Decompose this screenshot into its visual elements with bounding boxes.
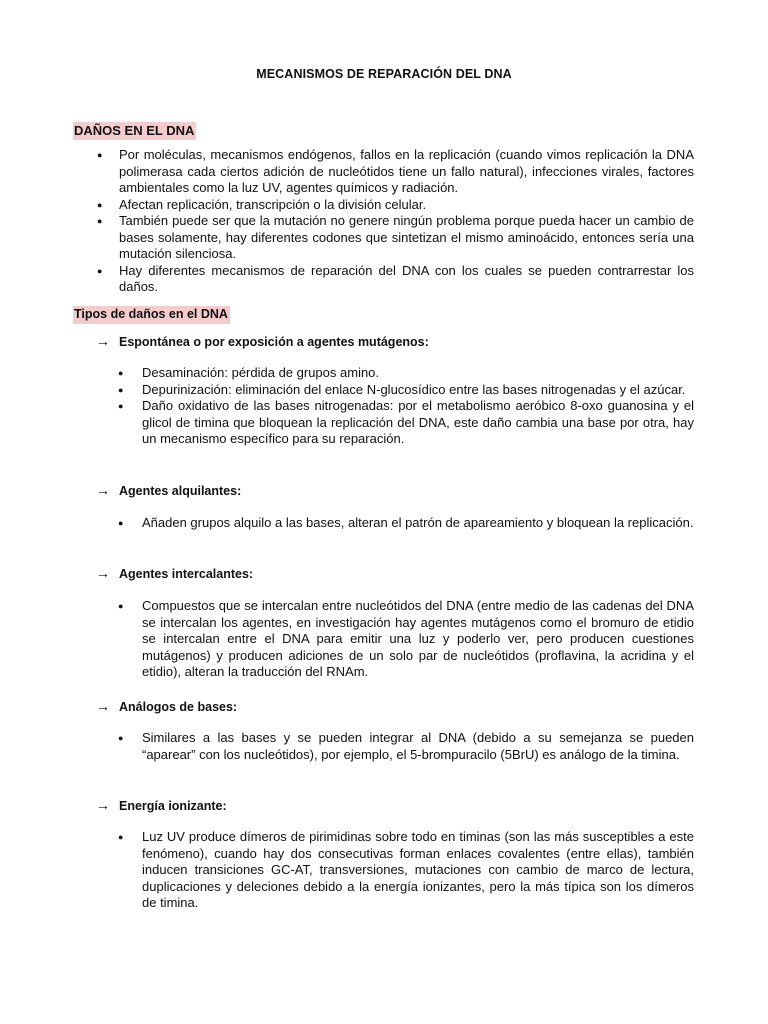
- bullet-icon: ●: [118, 518, 124, 528]
- list-item: [97, 147, 694, 197]
- list-item-text: Por moléculas, mecanismos endógenos, fallos en la replicación (cuando vimos replicación la DNA polimerasa cada ciertos adición de nucleótidos tiene un fallo natural), infecciones virales, factores ambientales como la luz UV, agentes químicos y radiación.: [119, 147, 694, 195]
- list-item: [97, 213, 694, 263]
- document-title: MECANISMOS DE REPARACIÓN DEL DNA: [256, 67, 512, 81]
- list-item-text: Añaden grupos alquilo a las bases, alteran el patrón de apareamiento y bloquean la replicación.: [142, 515, 694, 530]
- list-item: [118, 829, 694, 912]
- subsection-title-text: Agentes alquilantes:: [119, 484, 242, 498]
- list-item: [118, 381, 694, 399]
- bullet-icon: ●: [118, 401, 124, 411]
- subsection3-bullet-list: [118, 598, 694, 681]
- list-item-text: También puede ser que la mutación no genere ningún problema porque pueda hacer un cambio de bases solamente, hay diferentes codones que sintetizan el mismo aminoácido, entonces sería una mutación silenciosa.: [119, 213, 694, 261]
- section1-bullet-list: [97, 147, 694, 296]
- list-item-text: Desaminación: pérdida de grupos amino.: [142, 365, 380, 380]
- list-item-text: Depurinización: eliminación del enlace N-glucosídico entre las bases nitrogenadas y el azúcar.: [142, 381, 686, 397]
- bullet-icon: ●: [118, 384, 124, 395]
- subsection1-bullet-list: [118, 365, 694, 448]
- subsection-title-alquilantes: [96, 482, 241, 499]
- subsection-title-text: Análogos de bases:: [119, 700, 238, 714]
- list-item-text: Daño oxidativo de las bases nitrogenadas: por el metabolismo aeróbico 8-oxo guanosina y el glicol de timina que bloquean la replicación del DNA, este daño cambia una base por otra, hay un mecanismo específico para su reparación.: [142, 398, 694, 446]
- subsection-title-text: Energía ionizante:: [119, 799, 227, 813]
- list-item: [97, 196, 694, 214]
- subsection-title-analogos: [96, 698, 237, 715]
- list-item-text: Similares a las bases y se pueden integrar al DNA (debido a su semejanza se pueden “aparear” con los nucleótidos), por ejemplo, el 5-brompuracilo (5BrU) es análogo de la timina.: [142, 730, 694, 762]
- list-item: [97, 262, 694, 296]
- subsection-title-energia: [96, 797, 227, 814]
- list-item: [118, 398, 694, 448]
- list-item-text: Hay diferentes mecanismos de reparación del DNA con los cuales se pueden contrarrestar los daños.: [119, 262, 694, 294]
- bullet-icon: ●: [118, 832, 124, 842]
- list-item-text: Luz UV produce dímeros de pirimidinas sobre todo en timinas (son las más susceptibles a este fenómeno), cuando hay dos consecutivas forman enlaces covalentes (entre ellas), también inducen transiciones GC-AT, transversiones, mutaciones con cambio de marco de lectura, duplicaciones y deleciones debido a la energía ionizantes, pero la más típica son los dímeros de timina.: [142, 829, 694, 910]
- bullet-icon: ●: [97, 216, 103, 226]
- bullet-icon: ●: [118, 368, 124, 378]
- bullet-icon: ●: [118, 733, 124, 743]
- subsection-title-text: Agentes intercalantes:: [119, 567, 254, 581]
- bullet-icon: ●: [97, 199, 103, 210]
- subsection5-bullet-list: [118, 829, 694, 912]
- arrow-right-icon: →: [96, 565, 110, 581]
- bullet-icon: ●: [97, 150, 103, 160]
- subsection-title-intercalantes: [96, 565, 253, 582]
- subsection-title-espontanea: [96, 333, 429, 350]
- bullet-icon: ●: [97, 265, 103, 276]
- section-heading-tipos: Tipos de daños en el DNA: [73, 306, 230, 324]
- list-item: [118, 365, 694, 382]
- list-item-text: Compuestos que se intercalan entre nucleótidos del DNA (entre medio de las cadenas del DNA se intercalan los agentes, en investigación hay agentes mutágenos como el bromuro de etidio se intercalan entre el DNA para emitir una luz y poderlo ver, pero producen cuestiones mutágenos) y producen adiciones de un solo par de nucleótidos (proflavina, la acridina y el etidio), alteran la traducción del RNAm.: [142, 598, 694, 679]
- arrow-right-icon: →: [96, 797, 110, 813]
- arrow-right-icon: →: [96, 698, 110, 714]
- subsection-title-text: Espontánea o por exposición a agentes mutágenos:: [119, 335, 429, 349]
- arrow-right-icon: →: [96, 333, 110, 349]
- subsection2-bullet-list: [118, 515, 694, 532]
- list-item-text: Afectan replicación, transcripción o la división celular.: [119, 196, 427, 212]
- bullet-icon: ●: [118, 601, 124, 611]
- list-item: [118, 598, 694, 681]
- section-heading-danos: DAÑOS EN EL DNA: [74, 123, 195, 138]
- list-item: [118, 730, 694, 763]
- subsection4-bullet-list: [118, 730, 694, 763]
- list-item: [118, 515, 694, 532]
- arrow-right-icon: →: [96, 482, 110, 498]
